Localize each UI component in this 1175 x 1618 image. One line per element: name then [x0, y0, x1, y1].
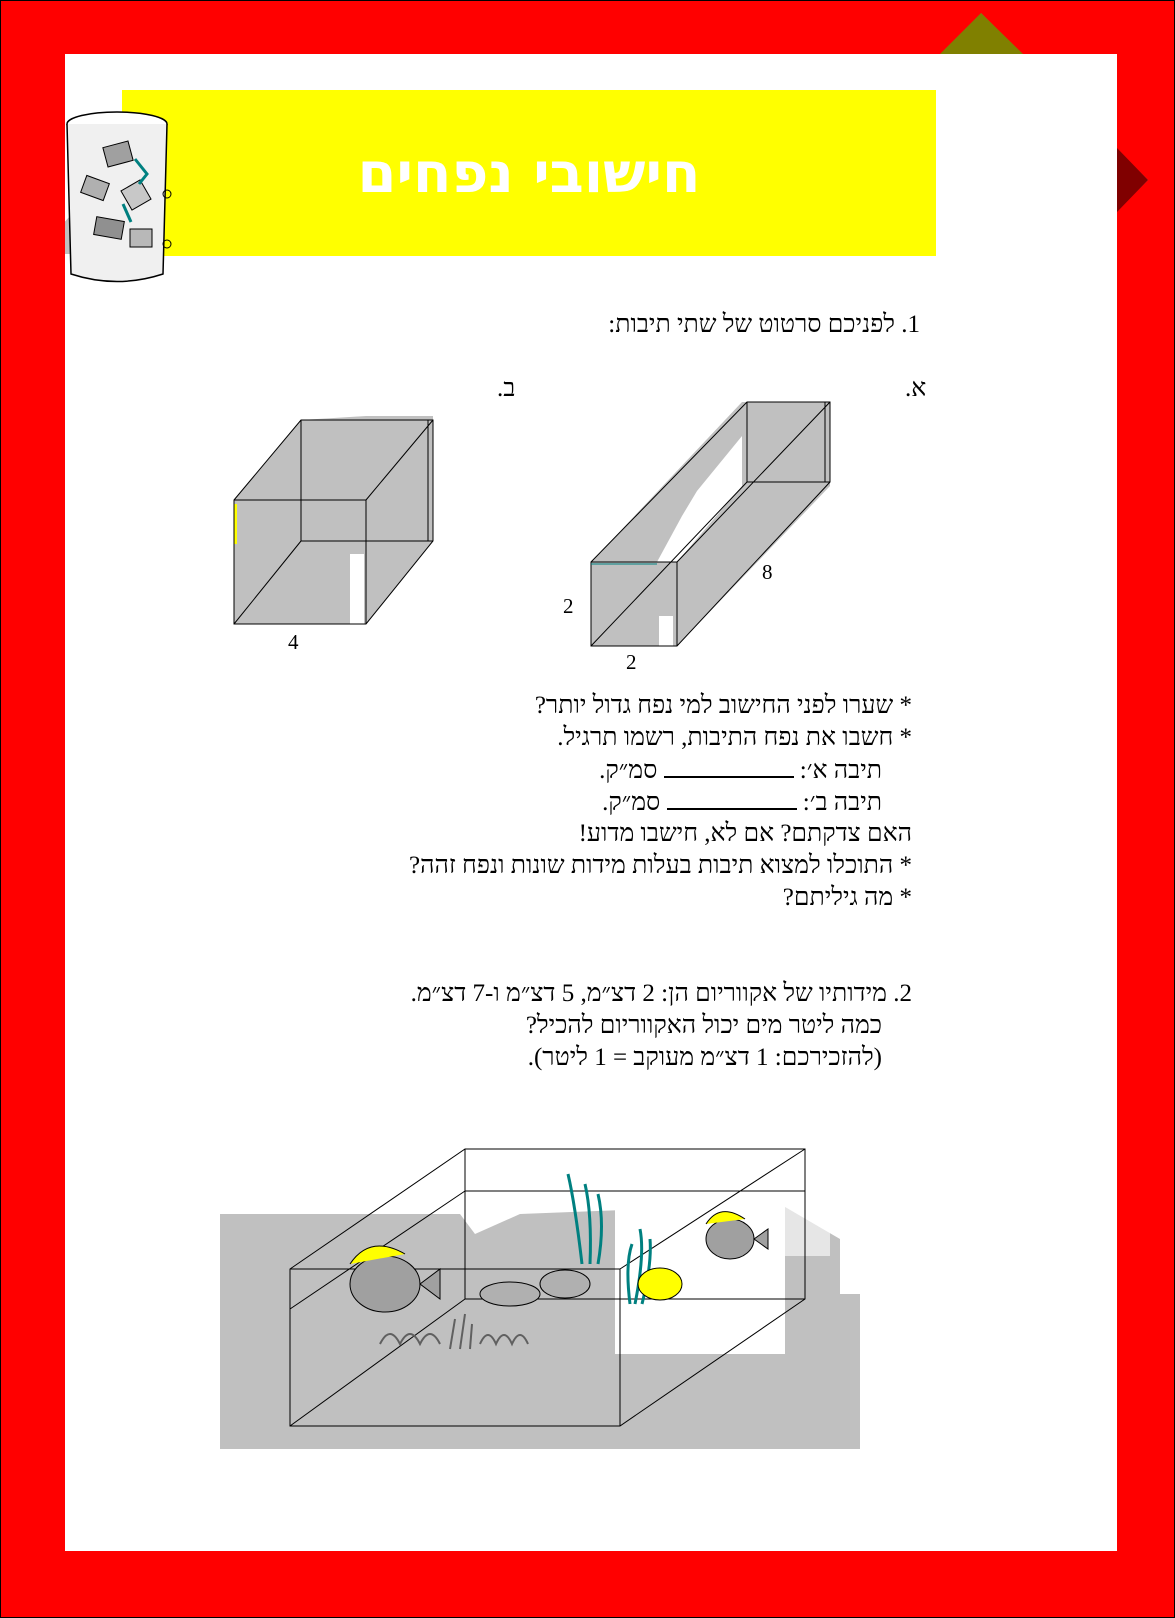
- q1-bullet-guess: * שערו לפני החישוב למי נפח גדול יותר?: [534, 692, 912, 719]
- q2-line2: כמה ליטר מים יכול האקווריום להכיל?: [525, 1012, 882, 1039]
- q1-bullet-compute: * חשבו את נפח התיבות, רשמו תרגיל.: [557, 724, 912, 751]
- label-box-b: ב.: [497, 375, 516, 402]
- q1-intro: 1. לפניכם סרטוט של שתי תיבות:: [608, 311, 920, 338]
- q2-line3: (להזכירכם: 1 דצ״מ מעוקב = 1 ליטר).: [527, 1044, 882, 1071]
- q2-line1: 2. מידותיו של אקווריום הן: 2 דצ״מ, 5 דצ״מ ו-7 דצ״מ.: [410, 980, 912, 1007]
- answer-b-prefix: תיבה ב׳:: [802, 789, 882, 816]
- box-b-edge-label: 4: [288, 630, 299, 654]
- label-box-a: א.: [905, 375, 927, 402]
- side-tab-label: [1010, 152, 1100, 188]
- box-b-drawing: [230, 414, 450, 644]
- page-title: חישובי נפחים: [357, 140, 701, 206]
- box-a-drawing: [587, 396, 837, 656]
- q1-bullet-findings: * מה גיליתם?: [782, 884, 912, 911]
- box-a-length-label: 8: [762, 560, 773, 584]
- title-bar: [122, 90, 936, 256]
- answer-b-blank[interactable]: [667, 788, 797, 810]
- q1-bullet-same-volume: * התוכלו למצוא תיבות בעלות מידות שונות ונפח זהה?: [408, 852, 912, 879]
- q1-check-line: האם צדקתם? אם לא, חישבו מדוע!: [578, 820, 912, 847]
- box-a-width-label: 2: [626, 650, 637, 674]
- answer-row-box-b: [602, 788, 882, 817]
- answer-a-blank[interactable]: [664, 756, 794, 778]
- side-tab-tip: [1117, 148, 1148, 212]
- answer-a-prefix: תיבה א׳:: [799, 757, 882, 784]
- beaker-icon: [65, 104, 195, 294]
- answer-row-box-a: [599, 756, 882, 785]
- worksheet-page: [65, 54, 1117, 1551]
- side-subtopic: חישוב: [1037, 172, 1073, 188]
- aquarium-illustration: [220, 1144, 940, 1514]
- side-topic: נפח:: [1038, 152, 1072, 170]
- box-a-height-label: 2: [563, 594, 574, 618]
- answer-b-unit: סמ״ק.: [602, 789, 661, 816]
- answer-a-unit: סמ״ק.: [599, 757, 658, 784]
